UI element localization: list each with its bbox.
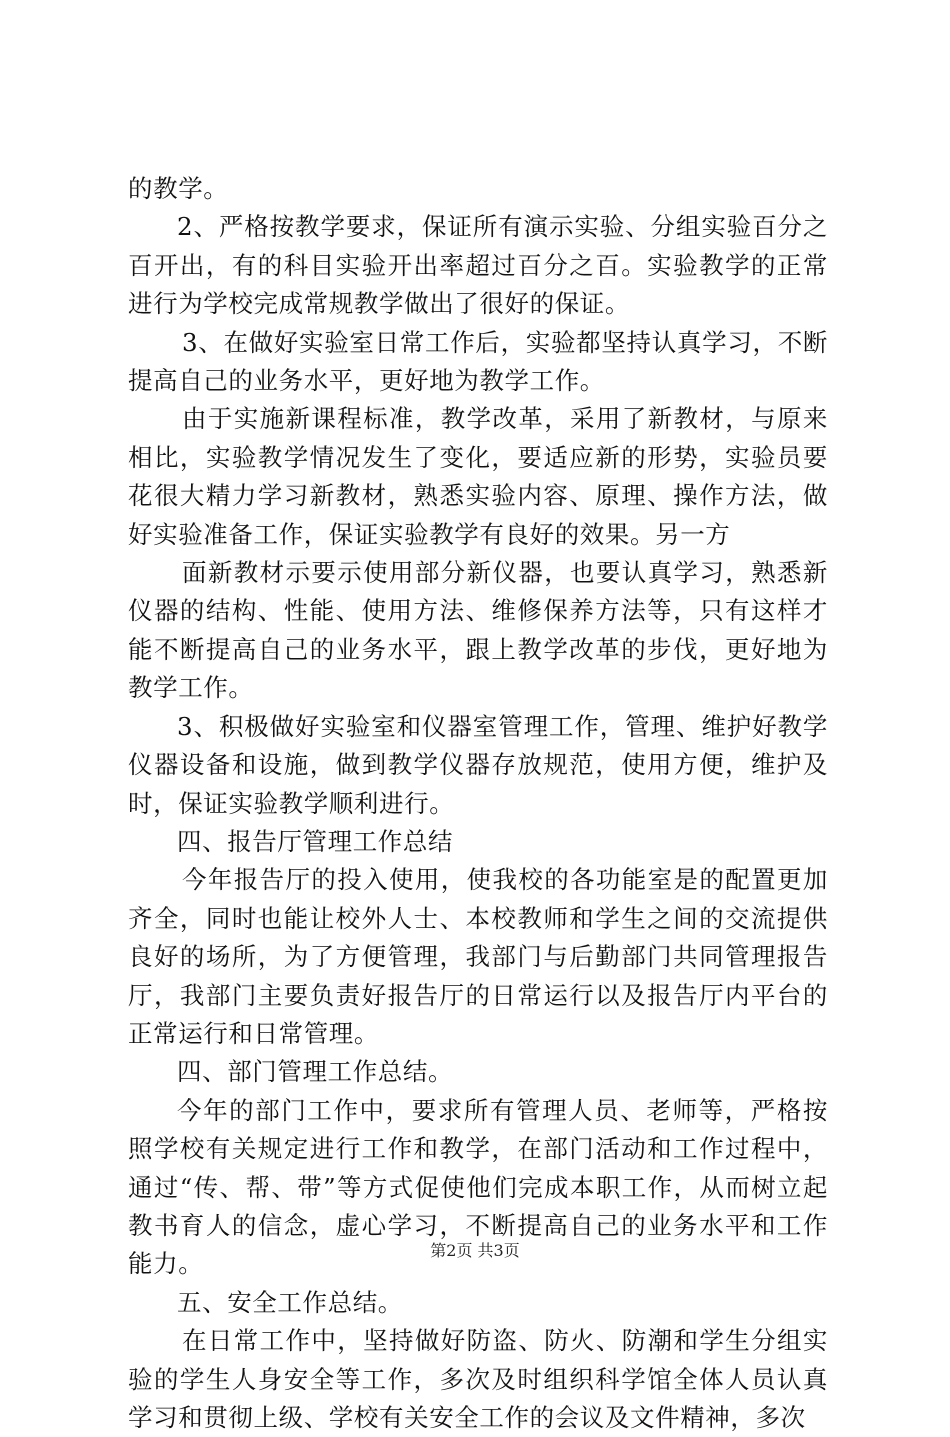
paragraph-safety: 在日常工作中，坚持做好防盗、防火、防潮和学生分组实验的学生人身安全等工作，多次及时组织科学馆全体人员认真学习和贯彻上级、学校有关安全工作的会议及文件精神，多次 (128, 1326, 828, 1432)
paragraph-continuation: 的教学。 (128, 174, 229, 203)
paragraph-new-instruments: 面新教材示要示使用部分新仪器，也要认真学习，熟悉新仪器的结构、性能、使用方法、维修保养方法等，只有这样才能不断提高自己的业务水平，跟上教学改革的步伐，更好地为教学工作。 (128, 558, 828, 703)
paragraph-new-curriculum: 由于实施新课程标准，教学改革，采用了新教材，与原来相比，实验教学情况发生了变化，要适应新的形势，实验员要花很大精力学习新教材，熟悉实验内容、原理、操作方法，做好实验准备工作，保证实验教学有良好的效果。另一方 (128, 404, 828, 549)
section-heading-department: 四、部门管理工作总结。 (177, 1057, 454, 1087)
paragraph-auditorium: 今年报告厅的投入使用，使我校的各功能室是的配置更加齐全，同时也能让校外人士、本校教师和学生之间的交流提供良好的场所，为了方便管理，我部门与后勤部门共同管理报告厅，我部门主要负责好报告厅的日常运行以及报告厅内平台的正常运行和日常管理。 (128, 865, 828, 1048)
page-footer: 第2页 共3页 (430, 1241, 520, 1260)
paragraph-item-3: 3、在做好实验室日常工作后，实验都坚持认真学习，不断提高自己的业务水平，更好地为教学工作。 (128, 327, 828, 396)
section-heading-safety: 五、安全工作总结。 (177, 1287, 403, 1317)
section-heading-auditorium: 四、报告厅管理工作总结 (177, 826, 454, 856)
paragraph-lab-management: 3、积极做好实验室和仪器室管理工作，管理、维护好教学仪器设备和设施，做到教学仪器存放规范，使用方便，维护及时，保证实验教学顺利进行。 (128, 711, 828, 818)
paragraph-item-2: 2、严格按教学要求，保证所有演示实验、分组实验百分之百开出，有的科目实验开出率超过百分之百。实验教学的正常进行为学校完成常规教学做出了很好的保证。 (128, 212, 828, 319)
paragraph-department: 今年的部门工作中，要求所有管理人员、老师等，严格按照学校有关规定进行工作和教学，在部门活动和工作过程中，通过“传、帮、带”等方式促使他们完成本职工作，从而树立起教书育人的信念，虚心学习，不断提高自己的业务水平和工作能力。 (128, 1095, 828, 1279)
